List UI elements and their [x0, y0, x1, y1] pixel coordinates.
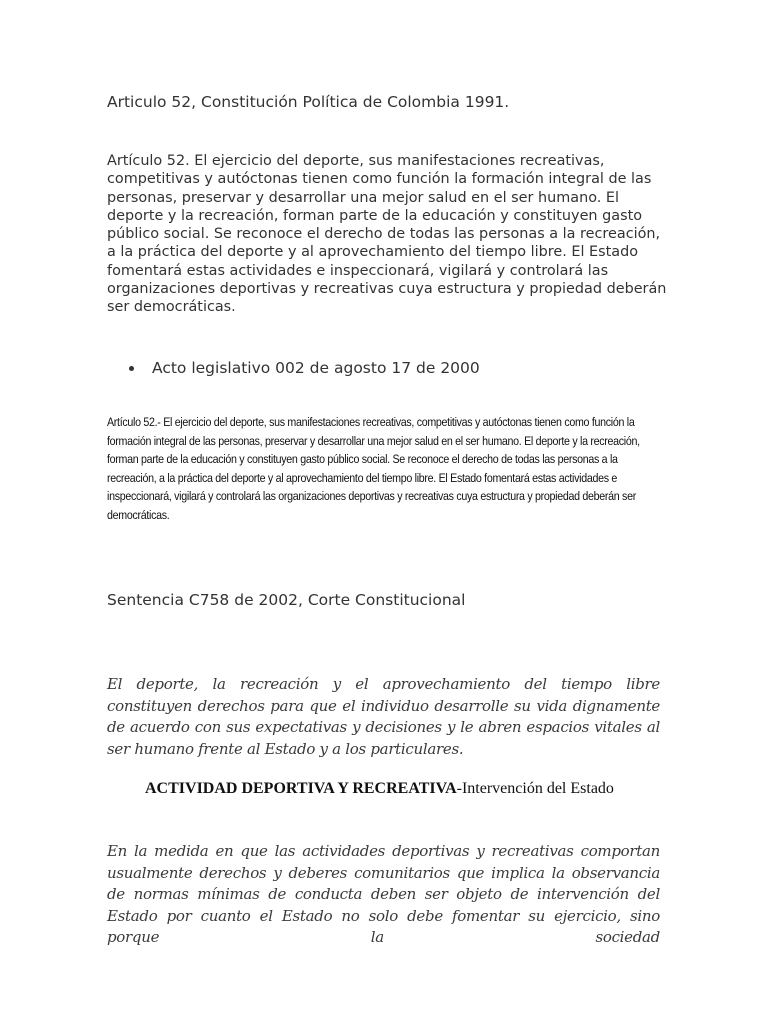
bullet-item-text: Acto legislativo 002 de agosto 17 de 2000	[152, 359, 480, 377]
section-title-rest: -Intervención del Estado	[456, 780, 614, 797]
section-title-bold: ACTIVIDAD DEPORTIVA Y RECREATIVA	[145, 780, 457, 797]
section-title	[145, 778, 661, 799]
heading-article-52: Articulo 52, Constitución Política de Colombia 1991.	[107, 93, 510, 111]
article-52-amended-paragraph: Artículo 52.- El ejercicio del deporte, sus manifestaciones recreativas, competitivas y autóctonas tienen como función la formación integral de las personas, preservar y desarrollar una mejor salud en el ser humano. El deporte y la recreación, forman parte de la educación y constituyen gasto público social. Se reconoce el derecho de todas las personas a la recreación, a la práctica del deporte y al aprovechamiento del tiempo libre. El Estado fomentará estas actividades e inspeccionará, vigilará y controlará las organizaciones deportivas y recreativas cuya estructura y propiedad deberán ser democráticas.	[107, 415, 640, 522]
quote-paragraph-2: En la medida en que las actividades deportivas y recreativas comportan usualmente derechos y deberes comunitarios que implica la observancia de normas mínimas de conducta deben ser objeto de intervención del Estado por cuanto el Estado no solo debe fomentar su ejercicio, sino porque la sociedad	[107, 842, 660, 946]
article-52-paragraph: Artículo 52. El ejercicio del deporte, sus manifestaciones recreativas, competitivas y autóctonas tienen como función la formación integral de las personas, preservar y desarrollar una mejor salud en el ser humano. El deporte y la recreación, forman parte de la educación y constituyen gasto público social. Se reconoce el derecho de todas las personas a la recreación, a la práctica del deporte y al aprovechamiento del tiempo libre. El Estado fomentará estas actividades e inspeccionará, vigilará y controlará las organizaciones deportivas y recreativas cuya estructura y propiedad deberán ser democráticas.	[107, 153, 667, 316]
quote-paragraph-1: El deporte, la recreación y el aprovechamiento del tiempo libre constituyen derechos para que el individuo desarrolle su vida dignamente de acuerdo con sus expectativas y decisiones y le abren espacios vitales al ser humano frente al Estado y a los particulares.	[107, 675, 660, 758]
bullet-icon	[129, 366, 134, 371]
bullet-list	[107, 357, 667, 379]
heading-sentencia: Sentencia C758 de 2002, Corte Constitucional	[107, 591, 466, 609]
list-item	[107, 357, 667, 379]
